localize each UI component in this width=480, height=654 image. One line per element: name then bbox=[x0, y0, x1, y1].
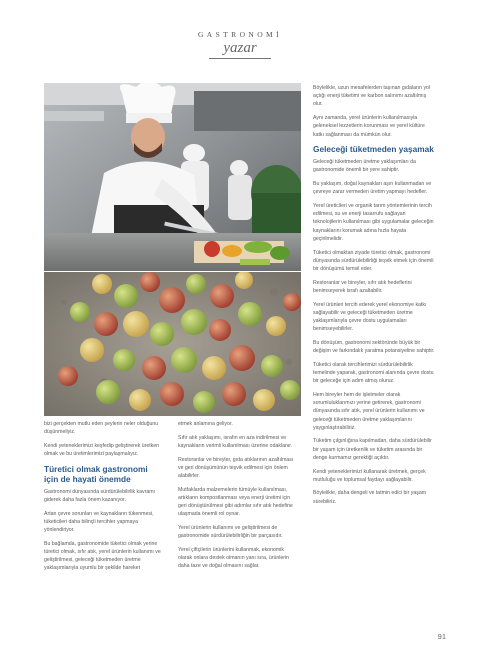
chef-photo-illustration bbox=[44, 83, 301, 271]
middle-paragraph-5: Yerel ürünlerin kullanımı ve geliştirilmesi de gastronomide sürdürülebilirliğin bir parçasıdır. bbox=[178, 525, 283, 540]
middle-paragraph-6: Yerel çiftçilerin ürünlerini kullanmak, ekonomik olarak onlara destek olmanın yanı sıra, ürünlerin daha taze ve doğal olmasını sağlar. bbox=[178, 546, 290, 570]
right-paragraph-1: Böylelikle, uzun mesafelerden taşınan gıdaların yol açtığı enerji tüketimi ve karbon salınımı azaltılmış olur. bbox=[313, 85, 431, 108]
right-paragraph-2: Aynı zamanda, yerel ürünlerin kullanılmasıyla geleneksel lezzetlerin korunması ve yerel kültüre katkı sağlanması da mümkün olur. bbox=[313, 115, 425, 138]
middle-paragraph-4: Mutfaklarda malzemelerin tümüyle kullanılması, artıkların kompostlanması veya enerji üretimi için geri dönüştürülmesi gibi adımlar sıfır atık hedefine ulaşmada önemli rol oynar. bbox=[178, 486, 293, 518]
page-number: 91 bbox=[437, 632, 446, 641]
right-paragraph-14: Böylelikle, daha dengeli ve tatmin edici bir yaşam sürebiliriz. bbox=[313, 490, 427, 505]
left-subheading: Türetici olmak gastronomi için de hayati önemde bbox=[44, 463, 148, 484]
article-left-column bbox=[44, 420, 164, 578]
middle-paragraph-2: Sıfır atık yaklaşımı, israfın en aza indirilmesi ve kaynakların verimli kullanılması üzerine odaklanır. bbox=[178, 434, 293, 449]
left-paragraph-4: Artan çevre sorunları ve kaynakların tükenmesi, tüketicileri daha bilinçli tercihler yapmaya yönlendiriyor. bbox=[44, 510, 154, 534]
section-title: yazar bbox=[223, 40, 257, 56]
article-right-column bbox=[313, 84, 435, 511]
middle-paragraph-1: etmek anlamına geliyor. bbox=[178, 421, 233, 427]
right-paragraph-12: Tüketim çılgınlığına kapılmadan, daha sürdürülebilir bir yaşam için üretkenlik ve tüketim arasında bir denge kurmamız gerektiği açıktır. bbox=[313, 438, 432, 461]
magazine-section-kicker: GASTRONOMİ bbox=[197, 30, 282, 39]
right-paragraph-3: Geleceği tüketmeden üretme yaklaşımları da gastronomide önemli bir yere sahiptir. bbox=[313, 159, 416, 174]
right-paragraph-11: Hem bireyler hem de işletmeler olarak sorumluluklarımızı yerine getirerek, gastronomi dünyasında sıfır atık, yerel ürünlerin kullanımı ve geleceği tüketmeden üretme yaklaşımlarını yaygınlaştırabiliriz. bbox=[313, 391, 425, 431]
right-paragraph-7: Restoranlar ve bireyler, sıfır atık hedeflerini benimseyerek israfı azaltabilir. bbox=[313, 279, 412, 294]
page-header bbox=[0, 30, 480, 59]
right-paragraph-9: Bu dönüşüm, gastronomi sektöründe büyük bir değişim ve farkındalık yaratma potansiyeline sahiptir. bbox=[313, 339, 435, 355]
right-paragraph-6: Tüketici olmaktan ziyade türetici olmak, gastronomi dünyasında sürdürülebilirliği teşvik etmek için önemli bir dönüşümü temsil eder. bbox=[313, 249, 434, 272]
left-paragraph-1: bizi gerçekten mutlu eden şeylerin neler olduğunu düşünmeliyiz. bbox=[44, 421, 159, 436]
photo-stack bbox=[44, 83, 301, 416]
apples-on-ground-photo bbox=[44, 272, 301, 416]
article-middle-column bbox=[178, 420, 298, 576]
right-paragraph-4: Bu yaklaşım, doğal kaynakları aşırı kullanmadan ve çevreye zarar vermeden üretim yapmayı hedefler. bbox=[313, 181, 432, 196]
right-paragraph-10: Tüketici olarak tercihlerimizi sürdürülebilirlik temelinde yaparak, gastronomi alanında çevre dostu bir geleceğe için adım atmış oluruz. bbox=[313, 361, 434, 385]
right-paragraph-5: Yerel üreticileri ve organik tarım yöntemlerinin tercih edilmesi, su ve enerji tasarrufu sağlayan teknolojilerin kullanılması gibi uygulamalar geleceğin kaynaklarını korumak adına hızla hayata geçirilmelidir. bbox=[313, 203, 434, 242]
left-paragraph-5: Bu bağlamda, gastronomide tüketici olmak yerine türetici olmak, sıfır atık, yerel ürünlerin kullanımı ve geliştirilmesi, geleceği tüketmeden üretme yaklaşımlarıyla uyumlu bir şekilde hareket bbox=[44, 540, 161, 572]
right-subheading: Geleceği tüketmeden yaşamak bbox=[313, 144, 434, 155]
chef-cutting-vegetables-photo bbox=[44, 83, 301, 271]
apples-photo-illustration bbox=[44, 272, 301, 416]
middle-paragraph-3: Restoranlar ve bireyler, gıda atıklarının azaltılması ve geri dönüşümünün teşvik edilmesi için önlem alabilirler. bbox=[178, 456, 294, 480]
section-title-underline bbox=[209, 58, 271, 59]
left-paragraph-3: Gastronomi dünyasında sürdürülebilirlik kavramı giderek daha fazla önem kazanıyor. bbox=[44, 488, 156, 504]
right-paragraph-8: Yerel ürünleri tercih ederek yerel ekonomiye katkı sağlayabilir ve geleceği tüketmeden üretme yaklaşımlarıyla çevre dostu uygulamaları benimseyebilirler. bbox=[313, 301, 427, 333]
left-paragraph-2: Kendi yeteneklerimizi keşfedip geliştirerek üretken olmak ve bu üretimlerimizi paylaşmalıyız. bbox=[44, 442, 160, 458]
right-paragraph-13: Kendi yeteneklerimizi kullanarak üretmek, gerçek mutluluğu ve toplumsal faydayı sağlayabilir. bbox=[313, 468, 426, 483]
